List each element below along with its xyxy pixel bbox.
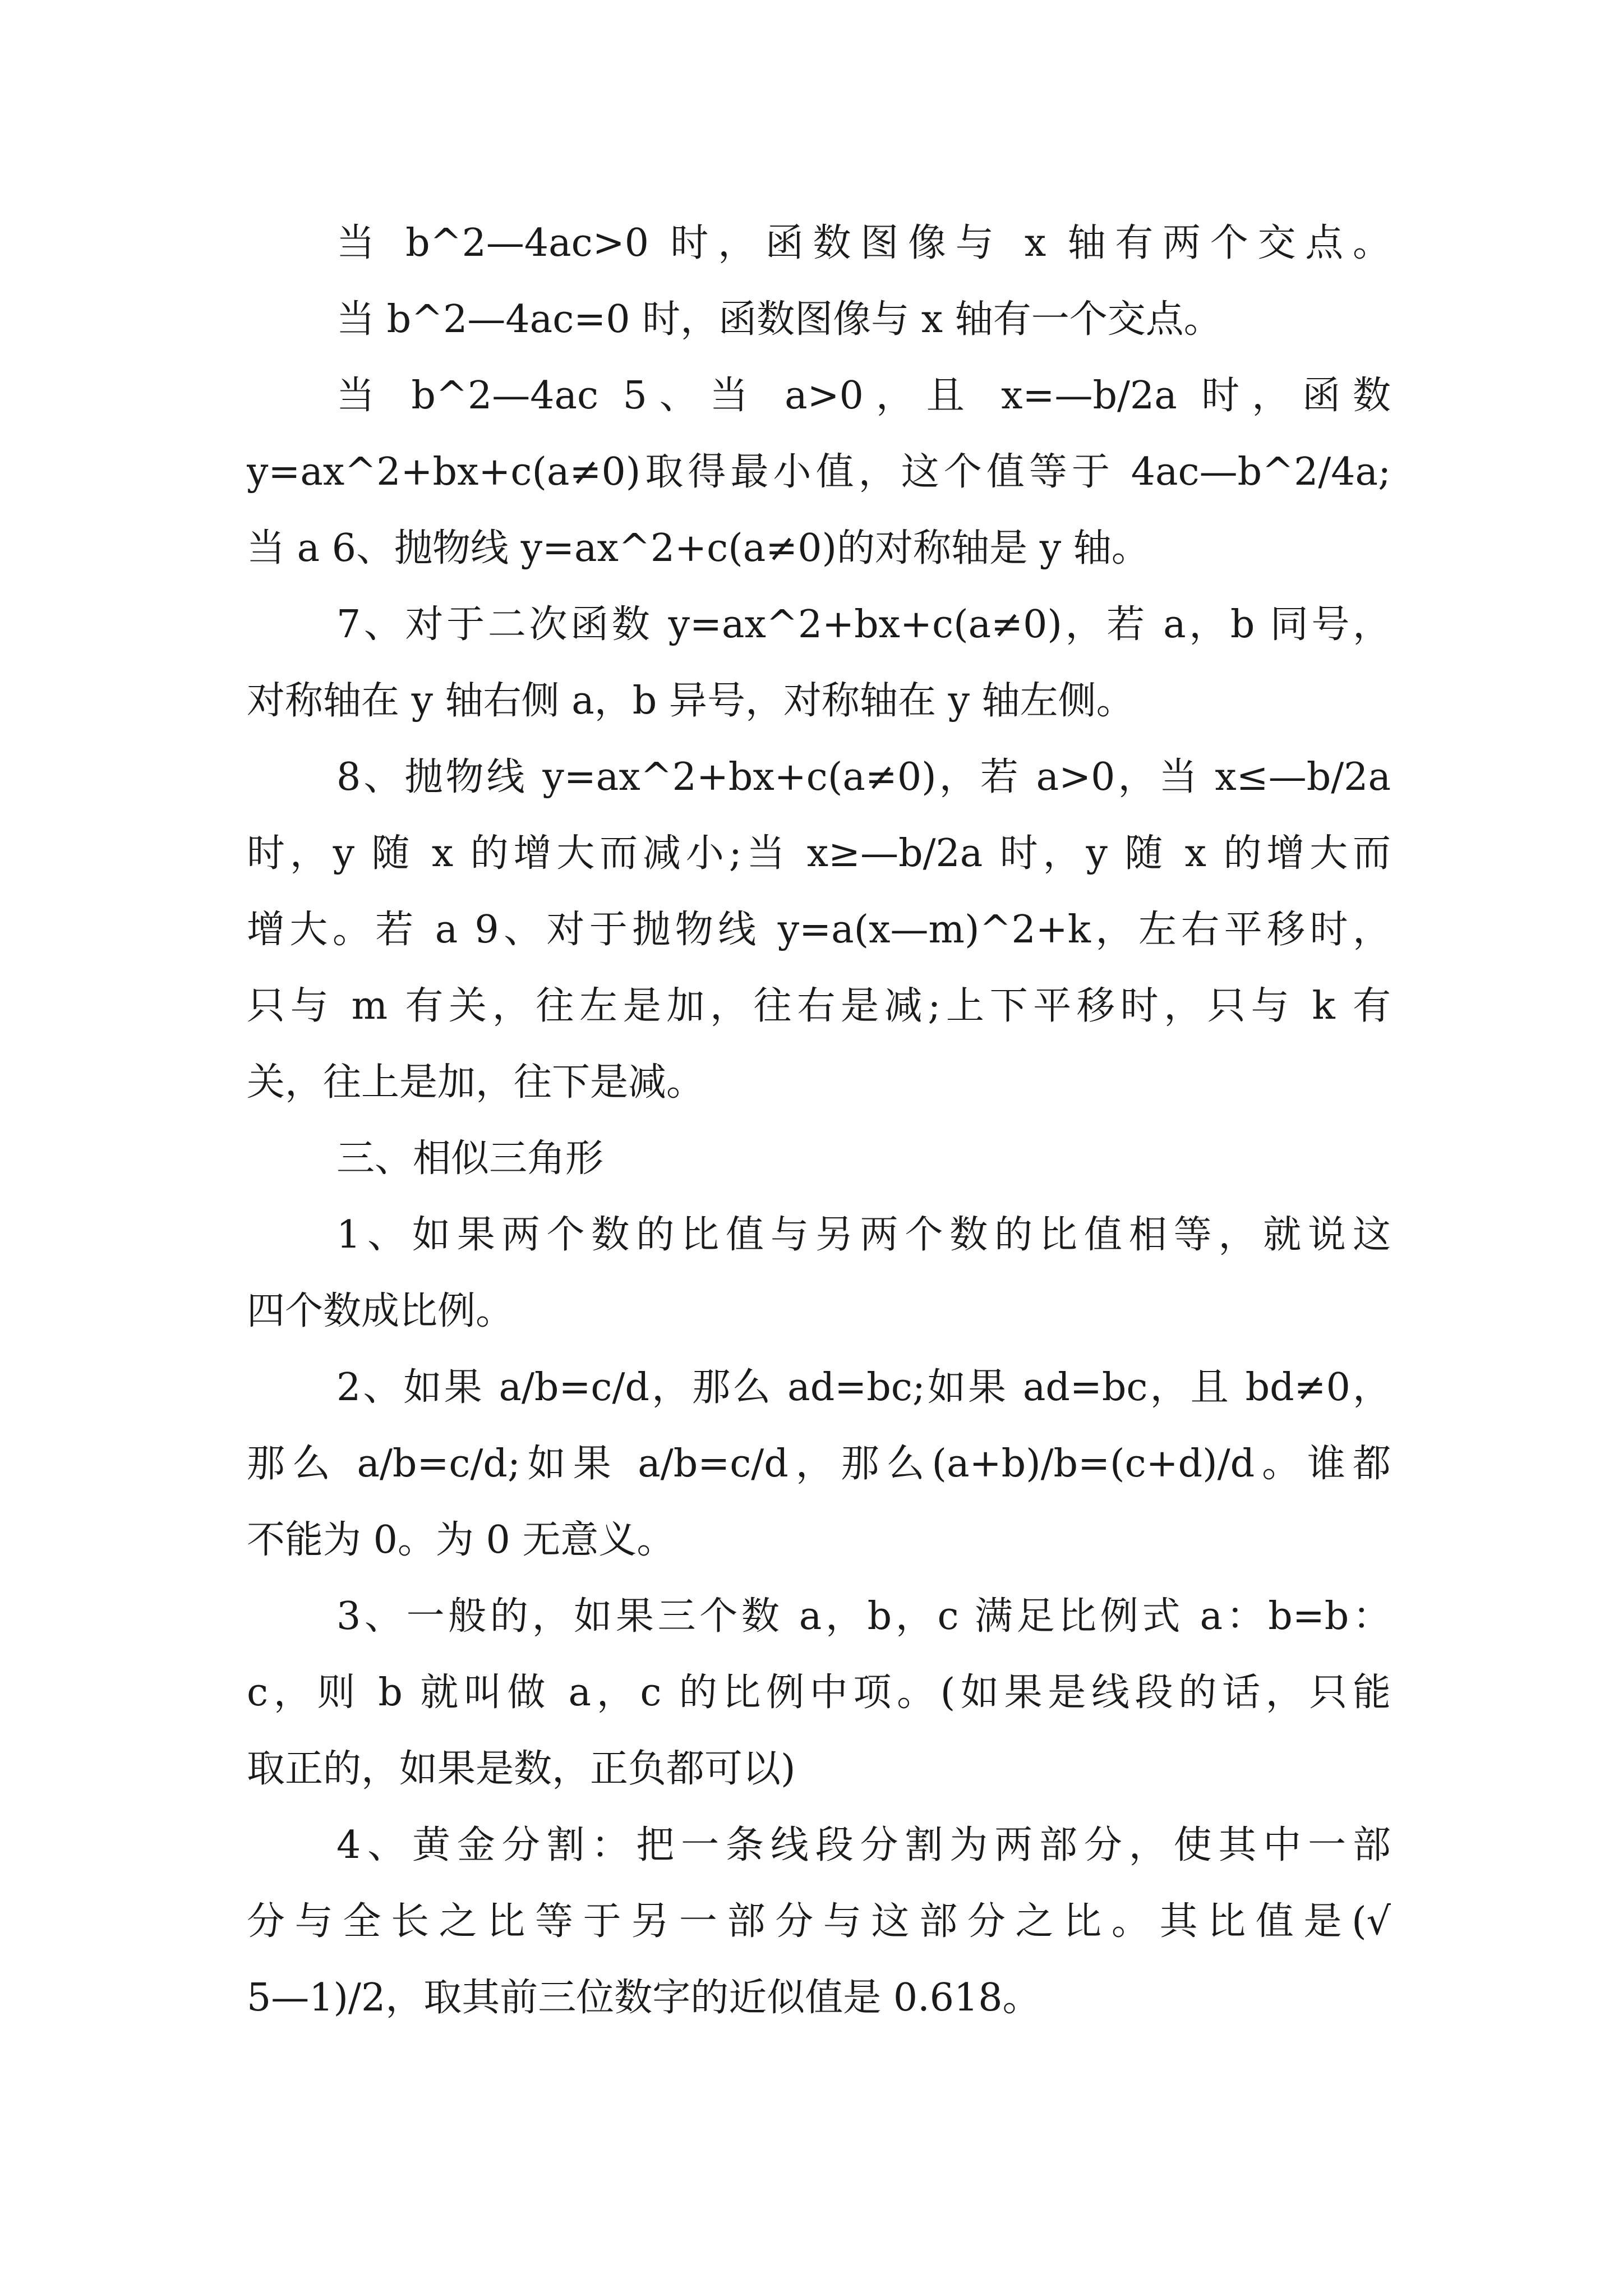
text-line: 5—1)/2，取其前三位数字的近似值是 0.618。 bbox=[247, 1976, 1041, 2020]
text-line: 2、如果 a/b=c/d，那么 ad=bc;如果 ad=bc，且 bd≠0， bbox=[336, 1365, 1391, 1410]
text-line: 当 a 6、抛物线 y=ax^2+c(a≠0)的对称轴是 y 轴。 bbox=[247, 526, 1150, 570]
text-line: 8、抛物线 y=ax^2+bx+c(a≠0)，若 a>0，当 x≤—b/2a bbox=[336, 755, 1391, 799]
text-line: 取正的，如果是数，正负都可以) bbox=[247, 1747, 796, 1791]
text-line: 3、一般的，如果三个数 a，b，c 满足比例式 a：b=b： bbox=[336, 1594, 1391, 1639]
text-line: c，则 b 就叫做 a，c 的比例中项。(如果是线段的话，只能 bbox=[247, 1671, 1391, 1715]
text-line: 7、对于二次函数 y=ax^2+bx+c(a≠0)，若 a，b 同号， bbox=[336, 602, 1391, 647]
text-line: 当 b^2—4ac>0 时，函数图像与 x 轴有两个交点。 bbox=[336, 221, 1391, 265]
text-line: 当 b^2—4ac 5、当 a>0，且 x=—b/2a 时，函数 bbox=[336, 374, 1391, 418]
text-line: y=ax^2+bx+c(a≠0)取得最小值，这个值等于 4ac—b^2/4a; bbox=[247, 450, 1391, 494]
text-line: 1、如果两个数的比值与另两个数的比值相等，就说这 bbox=[336, 1213, 1391, 1257]
text-line: 那么 a/b=c/d;如果 a/b=c/d，那么(a+b)/b=(c+d)/d。谁都 bbox=[247, 1442, 1391, 1486]
text-line: 当 b^2—4ac=0 时，函数图像与 x 轴有一个交点。 bbox=[336, 297, 1222, 342]
text-line: 只与 m 有关，往左是加，往右是减;上下平移时，只与 k 有 bbox=[247, 984, 1391, 1028]
text-line: 关，往上是加，往下是减。 bbox=[247, 1060, 705, 1105]
text-line: 不能为 0。为 0 无意义。 bbox=[247, 1518, 675, 1562]
text-line: 分与全长之比等于另一部分与这部分之比。其比值是(√ bbox=[247, 1899, 1391, 1944]
text-line: 增大。若 a 9、对于抛物线 y=a(x—m)^2+k，左右平移时， bbox=[247, 908, 1391, 952]
section-heading: 三、相似三角形 bbox=[336, 1137, 604, 1181]
text-line: 四个数成比例。 bbox=[247, 1289, 514, 1333]
text-line: 对称轴在 y 轴右侧 a，b 异号，对称轴在 y 轴左侧。 bbox=[247, 679, 1135, 723]
text-line: 4、黄金分割：把一条线段分割为两部分，使其中一部 bbox=[336, 1823, 1391, 1867]
text-line: 时，y 随 x 的增大而减小;当 x≥—b/2a 时，y 随 x 的增大而 bbox=[247, 831, 1391, 876]
